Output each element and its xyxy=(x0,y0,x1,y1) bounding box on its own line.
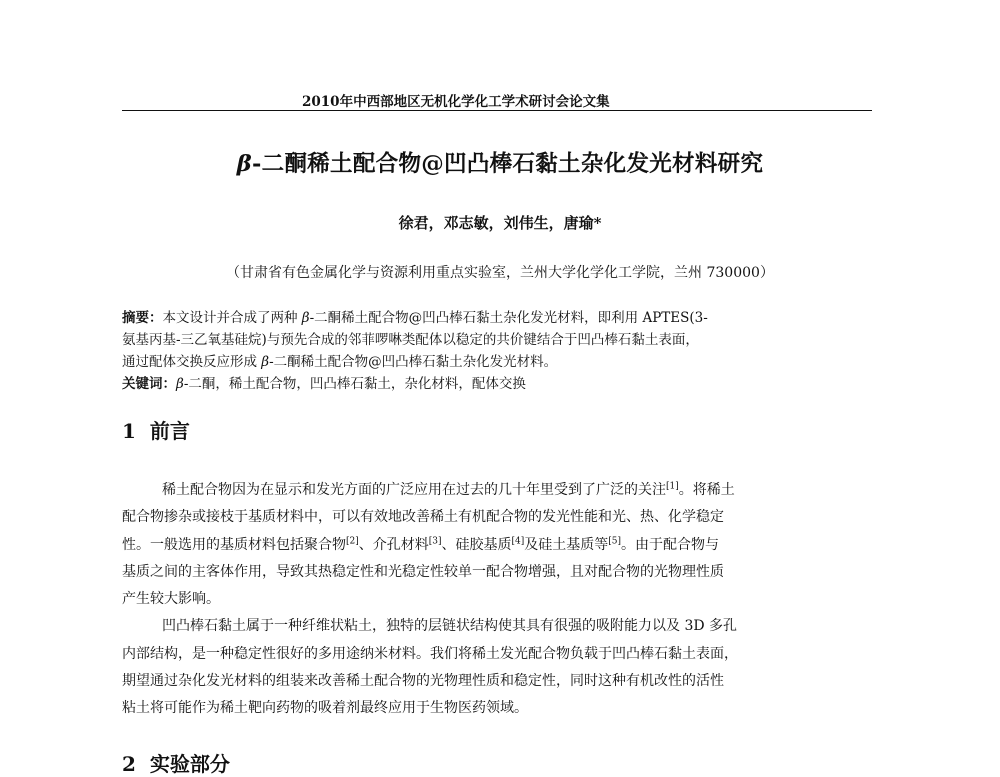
body-text: 内部结构，是一种稳定性很好的多用途纳米材料。我们将稀土发光配合物负载于凹凸棒石黏土表面， xyxy=(122,645,738,662)
body-text: 凹凸棒石黏土属于一种纤维状粘土，独特的层链状结构使其具有很强的吸附能力以及 3D 多孔 xyxy=(162,618,738,635)
abstract-label: 摘要： xyxy=(122,310,163,326)
keywords-text: -二酮，稀土配合物，凹凸棒石黏土，杂化材料，配体交换 xyxy=(183,376,526,392)
abstract-line xyxy=(122,329,882,351)
running-header-text: 2010年中西部地区无机化学化工学术研讨会论文集 xyxy=(302,94,610,110)
keywords-label: 关键词： xyxy=(122,376,176,392)
abstract-text: -二酮稀土配合物@凹凸棒石黏土杂化发光材料，即利用 APTES(3- xyxy=(309,310,708,326)
keywords-line xyxy=(122,373,882,395)
abstract xyxy=(122,307,882,395)
paragraph-line xyxy=(122,641,872,668)
body-text: 粘土将可能作为稀土靶向药物的吸着剂最终应用于生物医药领域。 xyxy=(122,700,528,717)
citation-ref: [5] xyxy=(608,535,621,546)
section-number: 2 xyxy=(122,752,136,776)
citation-ref: [2] xyxy=(346,535,359,546)
paragraph-line xyxy=(122,586,872,613)
body-text: 及硅土基质等 xyxy=(524,536,609,553)
body-text: 期望通过杂化发光材料的组装来改善稀土配合物的光物理性质和稳定性，同时这种有机改性的活性 xyxy=(122,673,724,690)
title-text: -二酮稀土配合物@凹凸棒石黏土杂化发光材料研究 xyxy=(252,151,764,177)
paragraph-line xyxy=(122,695,872,722)
abstract-text: 通过配体交换反应形成 xyxy=(122,354,262,370)
body-text: 稀土配合物因为在显示和发光方面的广泛应用在过去的几十年里受到了广泛的关注 xyxy=(162,482,666,498)
affiliation: （甘肃省有色金属化学与资源利用重点实验室，兰州大学化学化工学院，兰州 730000） xyxy=(226,265,774,281)
abstract-text: 氨基丙基-三乙氧基硅烷)与预先合成的邻菲啰啉类配体以稳定的共价键结合于凹凸棒石黏土表面， xyxy=(122,332,699,348)
section-title: 前言 xyxy=(149,419,190,443)
beta-symbol: β xyxy=(176,376,184,392)
intro-body xyxy=(122,477,872,723)
paragraph-line xyxy=(122,532,872,559)
citation-ref: [4] xyxy=(511,535,525,546)
body-text: 产生较大影响。 xyxy=(122,591,220,608)
abstract-text: -二酮稀土配合物@凹凸棒石黏土杂化发光材料。 xyxy=(269,354,558,370)
authors: 徐君，邓志敏，刘伟生，唐瑜* xyxy=(398,214,602,232)
section-heading-experimental xyxy=(122,748,230,777)
body-text: 。由于配合物与 xyxy=(621,536,719,553)
beta-symbol: β xyxy=(301,310,310,326)
body-text: 、硅胶基质 xyxy=(441,536,512,553)
paragraph-line xyxy=(122,668,872,695)
body-text: 。将稀土 xyxy=(678,482,735,498)
section-heading-intro xyxy=(122,415,190,444)
beta-symbol: β xyxy=(261,354,270,370)
body-text: 性。一般选用的基质材料包括聚合物 xyxy=(122,536,346,553)
title-greek: β xyxy=(236,151,252,177)
paragraph-line xyxy=(122,613,872,640)
abstract-text: 本文设计并合成了两种 xyxy=(162,310,302,326)
body-text: 、介孔材料 xyxy=(358,536,429,553)
section-title: 实验部分 xyxy=(149,752,230,776)
citation-ref: [3] xyxy=(428,535,442,546)
paragraph-line xyxy=(122,477,872,504)
citation-ref: [1] xyxy=(666,481,679,492)
body-text: 配合物掺杂或接枝于基质材料中，可以有效地改善稀土有机配合物的发光性能和光、热、化学稳定 xyxy=(122,509,724,526)
body-text: 基质之间的主客体作用，导致其热稳定性和光稳定性较单一配合物增强，且对配合物的光物理性质 xyxy=(122,563,724,580)
paragraph-line xyxy=(122,504,872,531)
running-header xyxy=(122,88,872,111)
abstract-line xyxy=(122,351,882,373)
section-number: 1 xyxy=(122,419,136,443)
abstract-line xyxy=(122,307,882,329)
paper-title xyxy=(0,146,1000,178)
paragraph-line xyxy=(122,559,872,586)
